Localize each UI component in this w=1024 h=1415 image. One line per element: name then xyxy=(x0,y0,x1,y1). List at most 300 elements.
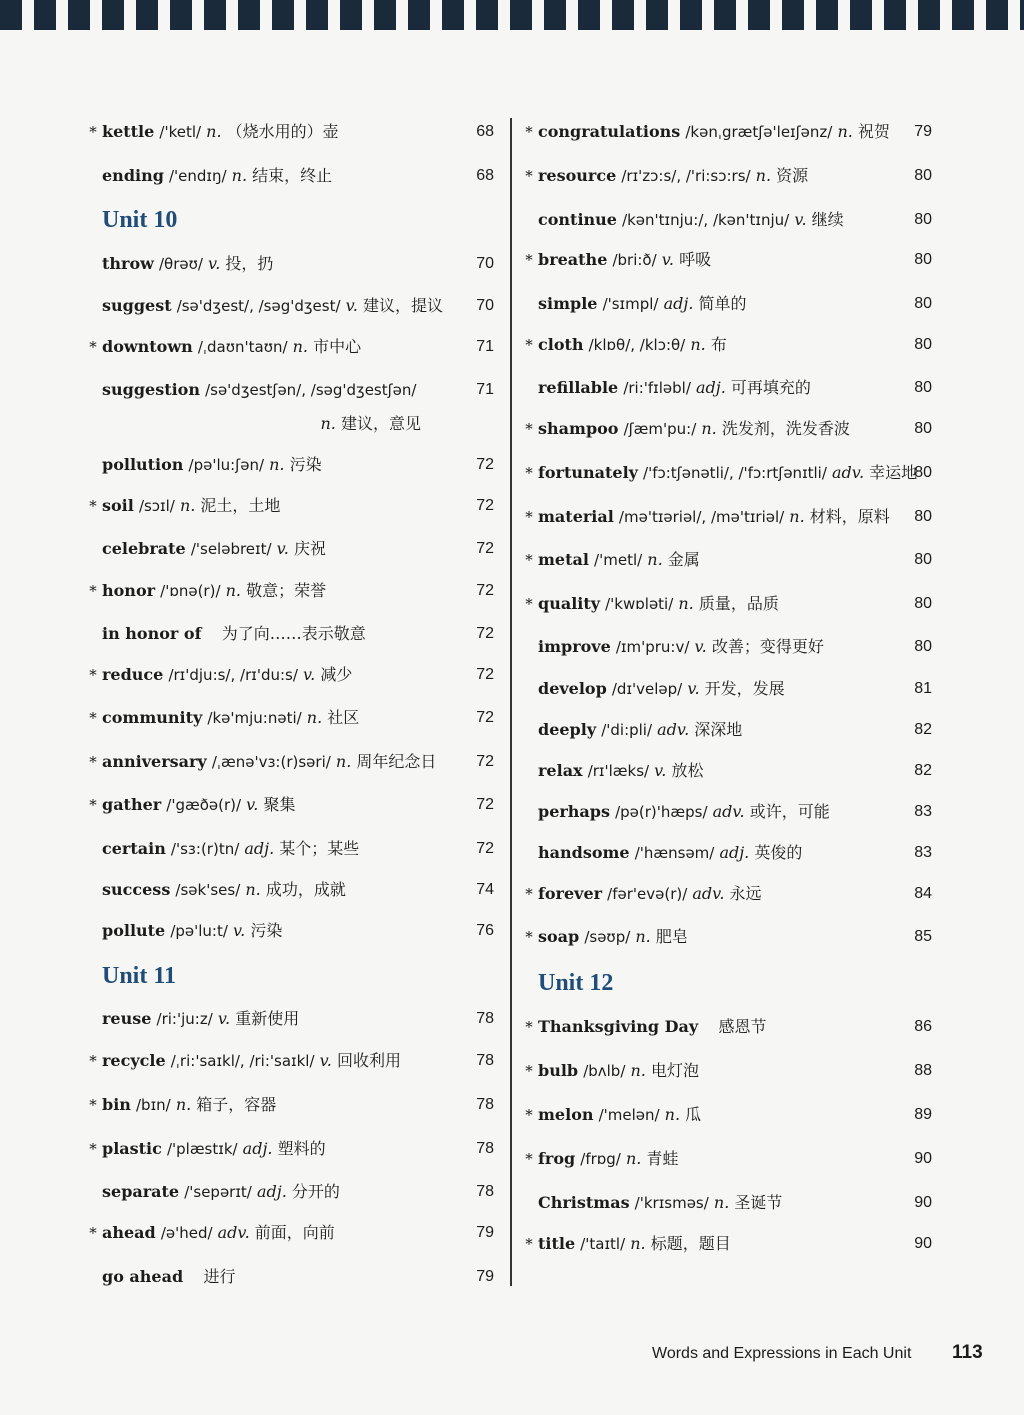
meaning: 肥皂 xyxy=(655,927,688,946)
phonetic: /'gæðə(r)/ xyxy=(166,796,242,814)
page-reference: 71 xyxy=(476,381,494,398)
entry-text xyxy=(538,672,785,706)
entry-text xyxy=(538,587,779,621)
entry-text xyxy=(538,543,700,577)
page-reference: 80 xyxy=(914,508,932,525)
part-of-speech: v. xyxy=(217,1009,231,1028)
entry-text xyxy=(102,532,326,566)
phonetic: /'krɪsməs/ xyxy=(634,1194,709,1212)
page-reference: 78 xyxy=(476,1010,494,1027)
page-reference: 72 xyxy=(476,840,494,857)
entry-text xyxy=(538,754,704,788)
vocab-entry xyxy=(522,243,932,277)
entry-text xyxy=(538,920,688,954)
star-icon: * xyxy=(525,464,533,482)
phonetic: /pə'lu:t/ xyxy=(170,922,228,940)
part-of-speech: n. xyxy=(647,550,663,569)
phonetic: /rɪ'zɔ:s/, /'ri:sɔ:rs/ xyxy=(621,167,751,185)
meaning: 箱子，容器 xyxy=(196,1095,277,1114)
phonetic: /'sɜ:(r)tn/ xyxy=(170,840,240,858)
star-icon: * xyxy=(525,251,533,269)
vocab-entry xyxy=(86,832,494,866)
page-reference: 80 xyxy=(914,464,932,481)
phonetic: /kən'tɪnju:/, /kən'tɪnju/ xyxy=(622,211,790,229)
vocab-entry xyxy=(522,328,932,362)
entry-text xyxy=(102,1175,340,1209)
meaning: 幸运地 xyxy=(869,463,918,482)
meaning: 社区 xyxy=(327,708,360,727)
meaning: 分开的 xyxy=(291,1182,340,1201)
page-reference: 79 xyxy=(476,1224,494,1241)
page-reference: 72 xyxy=(476,709,494,726)
headword: downtown xyxy=(102,337,193,356)
vocab-entry xyxy=(522,920,932,954)
page-reference: 70 xyxy=(476,255,494,272)
headword: ahead xyxy=(102,1223,156,1242)
headword: anniversary xyxy=(102,752,207,771)
phonetic: /θrəʊ/ xyxy=(159,255,203,273)
phonetic: /'sepərɪt/ xyxy=(184,1183,252,1201)
phonetic: /kənˌgrætʃə'leɪʃənz/ xyxy=(685,123,833,141)
star-icon: * xyxy=(525,167,533,185)
phonetic: /'kwɒləti/ xyxy=(605,595,674,613)
phonetic: /ri:'fɪləbl/ xyxy=(623,379,691,397)
page-reference: 83 xyxy=(914,803,932,820)
headword: continue xyxy=(538,210,617,229)
entry-text xyxy=(102,115,339,149)
headword: congratulations xyxy=(538,122,681,141)
phonetic: /sə'dʒestʃən/, /səg'dʒestʃən/ xyxy=(205,381,417,399)
headword: bin xyxy=(102,1095,131,1114)
entry-text xyxy=(538,1142,678,1176)
entry-text xyxy=(102,832,359,866)
star-icon: * xyxy=(525,885,533,903)
part-of-speech: n. xyxy=(335,752,352,771)
meaning: 市中心 xyxy=(313,337,362,356)
headword: resource xyxy=(538,166,617,185)
entry-text xyxy=(538,1227,731,1261)
part-of-speech: n. xyxy=(755,166,772,185)
column-divider xyxy=(510,118,512,1286)
unit-heading: Unit 10 xyxy=(102,207,178,233)
vocab-entry xyxy=(522,1186,932,1220)
vocab-entry xyxy=(522,159,932,193)
vocab-entry xyxy=(522,115,932,149)
part-of-speech: n. xyxy=(789,507,805,526)
headword: fortunately xyxy=(538,463,638,482)
part-of-speech: n. xyxy=(664,1105,681,1124)
part-of-speech: v. xyxy=(694,637,707,656)
meaning: 可再填充的 xyxy=(730,378,811,397)
phonetic: /'di:pli/ xyxy=(601,721,653,739)
page-reference: 82 xyxy=(914,762,932,779)
page-reference: 78 xyxy=(476,1052,494,1069)
vocab-entry xyxy=(86,373,494,407)
vocab-entry xyxy=(86,448,494,482)
page-reference: 80 xyxy=(914,595,932,612)
vocab-entry xyxy=(522,587,932,621)
meaning: 进行 xyxy=(203,1267,236,1286)
page-reference: 88 xyxy=(914,1062,932,1079)
headword: forever xyxy=(538,884,603,903)
meaning: 永远 xyxy=(729,884,762,903)
vocab-entry xyxy=(522,371,932,405)
entry-text xyxy=(102,745,436,779)
entry-text xyxy=(538,836,802,870)
vocab-entry xyxy=(86,159,494,193)
page-reference: 72 xyxy=(476,625,494,642)
meaning: 前面，向前 xyxy=(254,1223,335,1242)
page-reference: 84 xyxy=(914,885,932,902)
entry-text xyxy=(538,500,890,534)
vocab-entry xyxy=(86,532,494,566)
headword: certain xyxy=(102,839,166,858)
page-reference: 74 xyxy=(476,881,494,898)
unit-heading: Unit 12 xyxy=(538,970,614,996)
meaning: 青蛙 xyxy=(646,1149,679,1168)
star-icon: * xyxy=(89,582,97,600)
page-reference: 82 xyxy=(914,721,932,738)
phonetic: /ˌdaʊn'taʊn/ xyxy=(197,338,288,356)
headword: perhaps xyxy=(538,802,610,821)
entry-text xyxy=(538,456,917,490)
vocab-entry xyxy=(522,203,932,237)
phonetic: /səʊp/ xyxy=(584,928,631,946)
meaning: 建议，提议 xyxy=(362,296,443,315)
phonetic: /ˌri:'saɪkl/, /ri:'saɪkl/ xyxy=(170,1052,315,1070)
part-of-speech: n. xyxy=(625,1149,642,1168)
part-of-speech: adj. xyxy=(695,378,726,397)
headword: kettle xyxy=(102,122,155,141)
meaning: 圣诞节 xyxy=(734,1193,783,1212)
entry-text xyxy=(102,788,295,822)
part-of-speech: adj. xyxy=(244,839,275,858)
meaning: 或许，可能 xyxy=(749,802,830,821)
entry-text xyxy=(538,203,844,237)
vocab-entry-continuation xyxy=(86,407,421,441)
headword: recycle xyxy=(102,1051,166,1070)
page-reference: 80 xyxy=(914,336,932,353)
star-icon: * xyxy=(89,1052,97,1070)
vocab-entry xyxy=(86,247,494,281)
entry-text xyxy=(102,914,282,948)
meaning: 开发，发展 xyxy=(704,679,785,698)
page-reference: 71 xyxy=(476,338,494,355)
part-of-speech: v. xyxy=(233,921,246,940)
meaning: 周年纪念日 xyxy=(356,752,437,771)
entry-text xyxy=(102,289,443,323)
phonetic: /'melən/ xyxy=(598,1106,660,1124)
meaning: 质量，品质 xyxy=(698,594,779,613)
page-reference: 85 xyxy=(914,928,932,945)
page-reference: 90 xyxy=(914,1194,932,1211)
meaning: 泥土，土地 xyxy=(200,496,281,515)
phonetic: /klɒθ/, /klɔ:θ/ xyxy=(588,336,686,354)
star-icon: * xyxy=(525,1062,533,1080)
phonetic: /sək'ses/ xyxy=(175,881,241,899)
star-icon: * xyxy=(525,123,533,141)
star-icon: * xyxy=(89,497,97,515)
entry-text xyxy=(102,1088,276,1122)
part-of-speech: n. xyxy=(630,1061,646,1080)
entry-text xyxy=(538,159,808,193)
vocab-entry xyxy=(86,1132,494,1166)
vocab-entry xyxy=(522,713,932,747)
star-icon: * xyxy=(89,1140,97,1158)
meaning: 污染 xyxy=(250,921,283,940)
phonetic: /ə'hed/ xyxy=(160,1224,213,1242)
meaning: 回收利用 xyxy=(336,1051,401,1070)
part-of-speech: v. xyxy=(687,679,700,698)
headword: improve xyxy=(538,637,611,656)
vocab-entry xyxy=(86,115,494,149)
vocab-entry xyxy=(522,543,932,577)
page-reference: 80 xyxy=(914,551,932,568)
vocab-entry xyxy=(86,745,494,779)
entry-text xyxy=(538,713,742,747)
phonetic: /'metl/ xyxy=(594,551,643,569)
page-reference: 80 xyxy=(914,638,932,655)
part-of-speech: adj. xyxy=(256,1182,287,1201)
page-reference: 83 xyxy=(914,844,932,861)
entry-text xyxy=(538,877,762,911)
page-reference: 80 xyxy=(914,295,932,312)
vocab-entry xyxy=(86,489,494,523)
headword: frog xyxy=(538,1149,576,1168)
meaning: 洗发剂，洗发香波 xyxy=(721,419,850,438)
headword: separate xyxy=(102,1182,180,1201)
phonetic: /dɪ'veləp/ xyxy=(611,680,683,698)
entry-text xyxy=(538,1186,782,1220)
part-of-speech: v. xyxy=(303,665,316,684)
star-icon: * xyxy=(89,709,97,727)
phonetic: /rɪ'læks/ xyxy=(587,762,650,780)
meaning: 感恩节 xyxy=(718,1017,767,1036)
page-reference: 86 xyxy=(914,1018,932,1035)
meaning: 成功，成就 xyxy=(265,880,346,899)
entry-text xyxy=(538,243,711,277)
headword: celebrate xyxy=(102,539,186,558)
page-reference: 78 xyxy=(476,1096,494,1113)
entry-text xyxy=(102,373,416,407)
headword: soap xyxy=(538,927,580,946)
headword: breathe xyxy=(538,250,608,269)
star-icon: * xyxy=(525,1106,533,1124)
phonetic: /kə'mju:nəti/ xyxy=(207,709,302,727)
meaning: 结束，终止 xyxy=(252,166,333,185)
headword: suggestion xyxy=(102,380,200,399)
page-reference: 72 xyxy=(476,540,494,557)
entry-text xyxy=(102,247,273,281)
part-of-speech: adv. xyxy=(832,463,865,482)
part-of-speech: v. xyxy=(794,210,807,229)
page-reference: 76 xyxy=(476,922,494,939)
headword: gather xyxy=(102,795,162,814)
part-of-speech: n. xyxy=(635,927,651,946)
headword: throw xyxy=(102,254,154,273)
headword: melon xyxy=(538,1105,594,1124)
vocab-entry xyxy=(86,1216,494,1250)
page-reference: 90 xyxy=(914,1150,932,1167)
vocab-entry xyxy=(86,914,494,948)
headword: honor xyxy=(102,581,156,600)
meaning: 金属 xyxy=(667,550,700,569)
meaning: 改善；变得更好 xyxy=(711,637,824,656)
page-reference: 80 xyxy=(914,251,932,268)
headword: success xyxy=(102,880,171,899)
meaning: 放松 xyxy=(671,761,704,780)
part-of-speech: v. xyxy=(654,761,667,780)
phonetic: /'hænsəm/ xyxy=(634,844,715,862)
vocab-entry xyxy=(86,574,494,608)
meaning: 瓜 xyxy=(685,1105,702,1124)
page-reference: 89 xyxy=(914,1106,932,1123)
vocab-entry xyxy=(522,456,932,490)
headword: plastic xyxy=(102,1139,162,1158)
vocab-entry xyxy=(86,289,494,323)
headword: Christmas xyxy=(538,1193,630,1212)
meaning: 重新使用 xyxy=(235,1009,300,1028)
vocab-entry xyxy=(522,630,932,664)
page-number: 113 xyxy=(952,1342,983,1363)
part-of-speech: v. xyxy=(276,539,289,558)
phonetic: /'sɪmpl/ xyxy=(602,295,659,313)
phonetic: /ri:'ju:z/ xyxy=(156,1010,213,1028)
phonetic: /'seləbreɪt/ xyxy=(190,540,272,558)
meaning: 布 xyxy=(710,335,727,354)
entry-text xyxy=(538,1054,699,1088)
star-icon: * xyxy=(525,1150,533,1168)
phonetic: /frɒg/ xyxy=(580,1150,621,1168)
entry-text xyxy=(102,701,359,735)
vocab-entry xyxy=(522,1227,932,1261)
vocab-entry xyxy=(86,658,494,692)
meaning: 塑料的 xyxy=(277,1139,326,1158)
meaning: 减少 xyxy=(320,665,353,684)
part-of-speech: n. xyxy=(306,708,323,727)
headword: quality xyxy=(538,594,601,613)
entry-text xyxy=(538,287,747,321)
vocab-entry xyxy=(522,836,932,870)
page-reference: 72 xyxy=(476,753,494,770)
meaning: 庆祝 xyxy=(293,539,326,558)
star-icon: * xyxy=(525,595,533,613)
page-reference: 68 xyxy=(476,123,494,140)
headword: community xyxy=(102,708,203,727)
star-icon: * xyxy=(525,551,533,569)
star-icon: * xyxy=(525,1235,533,1253)
page-reference: 72 xyxy=(476,582,494,599)
page-reference: 68 xyxy=(476,167,494,184)
page-reference: 72 xyxy=(476,456,494,473)
phonetic: /'plæstɪk/ xyxy=(166,1140,238,1158)
meaning: 简单的 xyxy=(698,294,747,313)
headword: refillable xyxy=(538,378,619,397)
spiral-binding xyxy=(0,0,1024,36)
entry-text xyxy=(538,630,824,664)
phonetic: /ˌænə'vɜ:(r)səri/ xyxy=(211,753,331,771)
meaning: 祝贺 xyxy=(857,122,890,141)
vocab-entry xyxy=(522,412,932,446)
entry-text xyxy=(102,448,322,482)
phonetic: /bri:ð/ xyxy=(612,251,657,269)
headword: cloth xyxy=(538,335,584,354)
part-of-speech: n. xyxy=(269,455,285,474)
entry-text xyxy=(102,1260,236,1294)
part-of-speech: n. xyxy=(206,122,222,141)
headword: in honor of xyxy=(102,624,202,643)
footer-title: Words and Expressions in Each Unit xyxy=(652,1345,912,1362)
phonetic: /ɪm'pru:v/ xyxy=(615,638,690,656)
page-reference: 80 xyxy=(914,379,932,396)
part-of-speech: n. xyxy=(179,496,196,515)
part-of-speech: adv. xyxy=(712,802,745,821)
meaning: 标题，题目 xyxy=(650,1234,731,1253)
entry-text xyxy=(102,1002,299,1036)
page-reference: 72 xyxy=(476,796,494,813)
page-reference: 90 xyxy=(914,1235,932,1252)
vocab-entry xyxy=(86,1088,494,1122)
headword: shampoo xyxy=(538,419,619,438)
part-of-speech: n. xyxy=(713,1193,730,1212)
part-of-speech: n. xyxy=(175,1095,192,1114)
part-of-speech: n. xyxy=(245,880,261,899)
star-icon: * xyxy=(89,796,97,814)
phonetic: /bɪn/ xyxy=(136,1096,171,1114)
part-of-speech: adj. xyxy=(242,1139,273,1158)
page-reference: 79 xyxy=(476,1268,494,1285)
star-icon: * xyxy=(89,123,97,141)
vocab-entry xyxy=(522,1010,932,1044)
phonetic: /'ɒnə(r)/ xyxy=(160,582,221,600)
meaning: 材料，原料 xyxy=(809,507,890,526)
phonetic: /bʌlb/ xyxy=(583,1062,626,1080)
part-of-speech: adj. xyxy=(663,294,694,313)
star-icon: * xyxy=(89,1096,97,1114)
entry-text xyxy=(538,328,727,362)
part-of-speech: n. xyxy=(320,414,336,433)
headword: material xyxy=(538,507,614,526)
vocab-entry xyxy=(86,873,494,907)
phonetic: /'fɔ:tʃənətli/, /'fɔ:rtʃənɪtli/ xyxy=(643,464,827,482)
headword: go ahead xyxy=(102,1267,184,1286)
star-icon: * xyxy=(525,508,533,526)
part-of-speech: v. xyxy=(208,254,221,273)
phonetic: /rɪ'dju:s/, /rɪ'du:s/ xyxy=(168,666,298,684)
page-reference: 78 xyxy=(476,1140,494,1157)
headword: metal xyxy=(538,550,589,569)
page-reference: 80 xyxy=(914,420,932,437)
part-of-speech: n. xyxy=(701,419,717,438)
star-icon: * xyxy=(525,1018,533,1036)
entry-text xyxy=(102,1132,326,1166)
page-reference: 78 xyxy=(476,1183,494,1200)
meaning: 聚集 xyxy=(263,795,296,814)
phonetic: /'endɪŋ/ xyxy=(169,167,227,185)
part-of-speech: n. xyxy=(690,335,706,354)
vocab-entry xyxy=(522,672,932,706)
page-reference: 72 xyxy=(476,497,494,514)
phonetic: /pə'lu:ʃən/ xyxy=(188,456,264,474)
star-icon: * xyxy=(89,1224,97,1242)
entry-text xyxy=(102,1216,335,1250)
part-of-speech: n. xyxy=(678,594,694,613)
meaning: 敬意；荣誉 xyxy=(246,581,327,600)
vocab-entry xyxy=(86,1044,494,1078)
part-of-speech: v. xyxy=(246,795,259,814)
vocab-entry xyxy=(522,287,932,321)
headword: pollution xyxy=(102,455,184,474)
